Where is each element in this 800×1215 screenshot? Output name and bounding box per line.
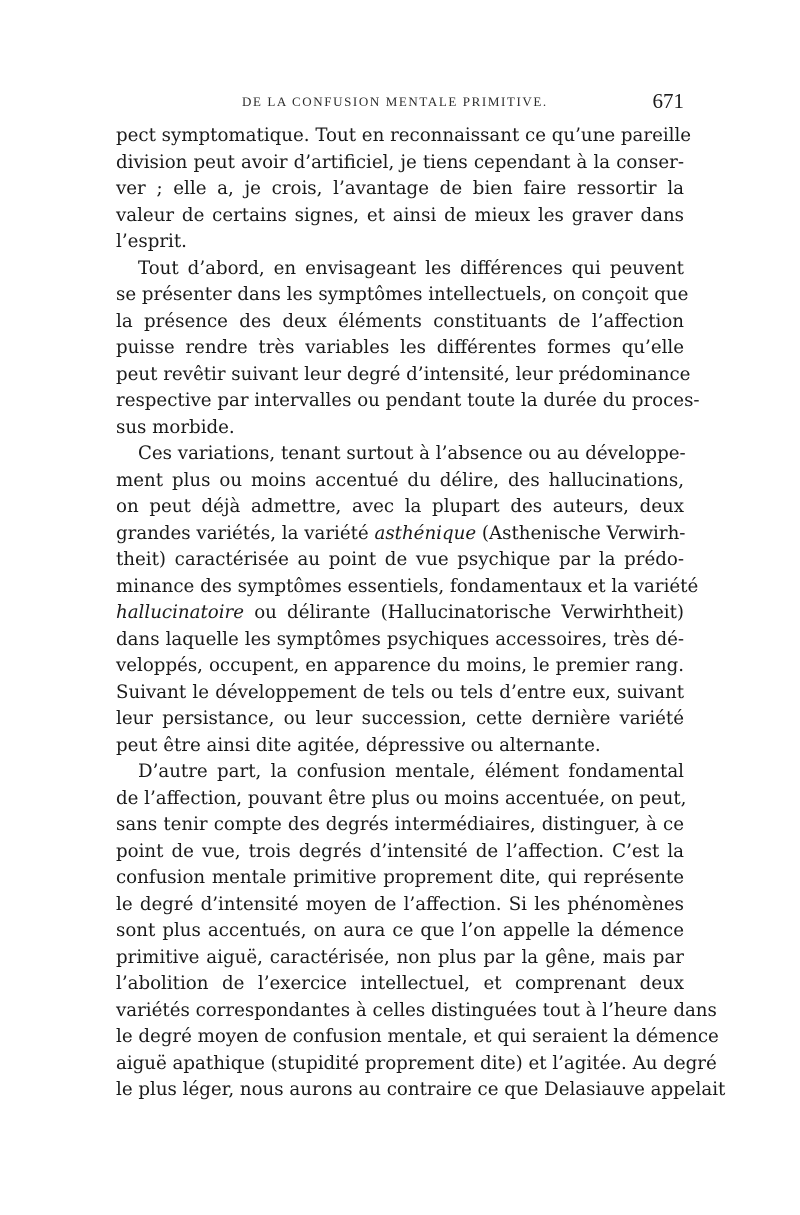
text-line: valeur de certains signes, et ainsi de mieux les graver dans: [116, 204, 684, 226]
text-line: division peut avoir d’artificiel, je tiens cependant à la conser-: [116, 151, 684, 173]
text-line: primitive aiguë, caractérisée, non plus par la gêne, mais par: [116, 946, 684, 968]
text-line: l’esprit.: [116, 231, 187, 252]
italic-term: asthénique: [374, 522, 477, 544]
text-line: peut revêtir suivant leur degré d’intensité, leur prédominance: [116, 363, 691, 385]
text-line: le degré d’intensité moyen de l’affection. Si les phénomènes: [116, 893, 684, 915]
text-fragment: ou délirante (Hallucinatorische Verwirhtheit): [254, 602, 684, 623]
text-line: [116, 521, 684, 548]
italic-term: hallucinatoire: [116, 602, 244, 623]
text-line: ment plus ou moins accentué du délire, des hallucinations,: [116, 469, 684, 491]
text-line: pect symptomatique. Tout en reconnaissant ce qu’une pareille: [116, 125, 692, 146]
text-line: peut être ainsi dite agitée, dépressive ou alternante.: [116, 734, 601, 756]
text-line: puisse rendre très variables les différentes formes qu’elle: [116, 337, 684, 358]
text-line: le plus léger, nous aurons au contraire ce que Delasiauve appelait: [116, 1079, 726, 1100]
text-line: Tout d’abord, en envisageant les différences qui peuvent: [138, 257, 684, 279]
page-number: 671: [652, 89, 684, 113]
text-line: de l’affection, pouvant être plus ou moins accentuée, on peut,: [116, 787, 687, 809]
text-line: sus morbide.: [116, 416, 235, 438]
text-fragment: grandes variétés, la variété: [116, 522, 369, 544]
text-line: theit) caractérisée au point de vue psychique par la prédo-: [116, 549, 684, 570]
text-line: ver ; elle a, je crois, l’avantage de bien faire ressortir la: [116, 178, 684, 199]
text-fragment: (Asthenische Verwirh-: [481, 522, 686, 544]
text-line: la présence des deux éléments constituants de l’affection: [116, 310, 684, 332]
running-title: DE LA CONFUSION MENTALE PRIMITIVE.: [242, 94, 548, 109]
text-line: variétés correspondantes à celles distinguées tout à l’heure dans: [116, 999, 717, 1021]
text-line: veloppés, occupent, en apparence du moins, le premier rang.: [116, 655, 684, 676]
text-line: l’abolition de l’exercice intellectuel, et comprenant deux: [116, 973, 684, 994]
running-head: [116, 89, 684, 116]
text-line: leur persistance, ou leur succession, cette dernière variété: [116, 708, 684, 729]
text-line: dans laquelle les symptômes psychiques accessoires, très dé-: [116, 628, 684, 650]
text-line: minance des symptômes essentiels, fondamentaux et la variété: [116, 575, 699, 597]
text-line: aiguë apathique (stupidité proprement dite) et l’agitée. Au degré: [116, 1052, 717, 1074]
text-line: se présenter dans les symptômes intellectuels, on conçoit que: [116, 284, 689, 305]
text-line: sont plus accentués, on aura ce que l’on appelle la démence: [116, 920, 684, 941]
text-line: point de vue, trois degrés d’intensité de l’affection. C’est la: [116, 840, 684, 862]
text-line: sans tenir compte des degrés intermédiaires, distinguer, à ce: [116, 814, 684, 835]
text-line: D’autre part, la confusion mentale, élément fondamental: [138, 761, 684, 782]
body-text: [116, 123, 726, 1104]
text-line: le degré moyen de confusion mentale, et qui seraient la démence: [116, 1026, 719, 1047]
text-line: on peut déjà admettre, avec la plupart des auteurs, deux: [116, 496, 684, 517]
text-line: Suivant le développement de tels ou tels d’entre eux, suivant: [116, 681, 684, 703]
text-line: [116, 600, 684, 627]
text-line: Ces variations, tenant surtout à l’absence ou au développe-: [138, 443, 686, 464]
text-line: confusion mentale primitive proprement dite, qui représente: [116, 867, 684, 888]
text-line: respective par intervalles ou pendant toute la durée du proces-: [116, 390, 700, 411]
